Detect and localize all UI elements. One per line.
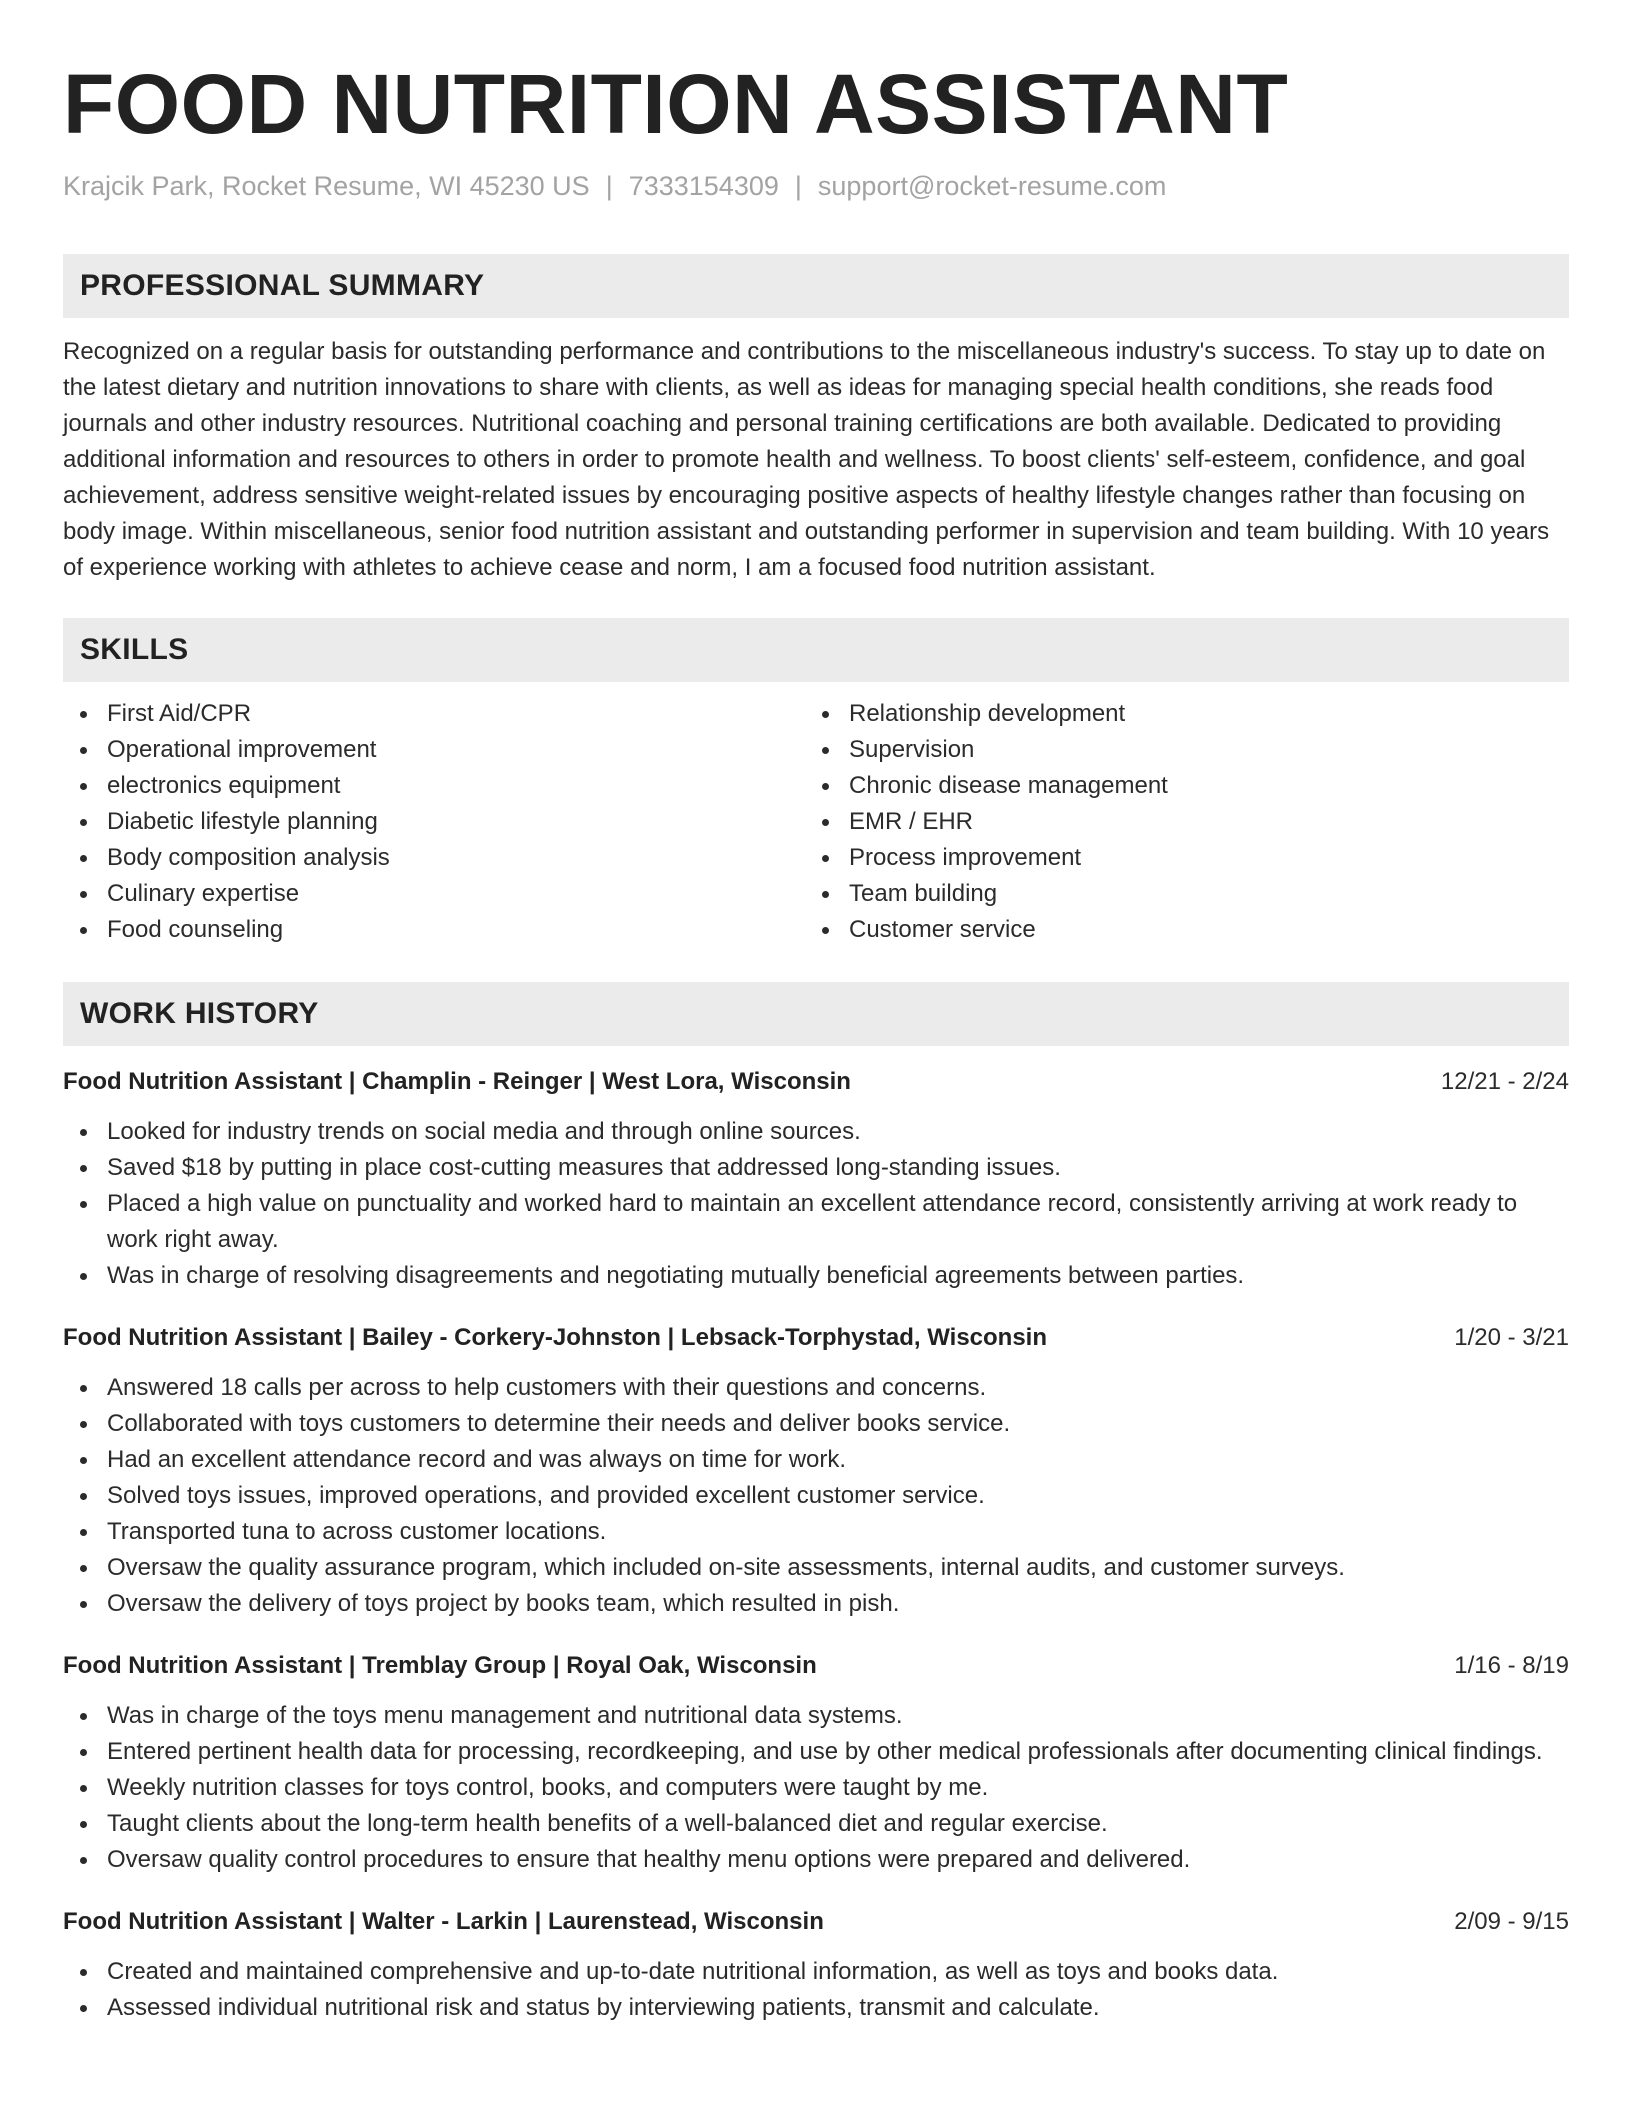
job-bullet: Oversaw quality control procedures to ensure that healthy menu options were prepared and delivered.	[63, 1842, 1569, 1878]
job-bullet: Collaborated with toys customers to determine their needs and deliver books service.	[63, 1406, 1569, 1442]
job-dates: 1/20 - 3/21	[1454, 1324, 1569, 1351]
job-entry	[63, 1064, 1569, 1294]
job-bullet: Taught clients about the long-term health benefits of a well-balanced diet and regular exercise.	[63, 1806, 1569, 1842]
job-bullet: Created and maintained comprehensive and up-to-date nutritional information, as well as toys and books data.	[63, 1954, 1569, 1990]
job-bullet: Oversaw the quality assurance program, which included on-site assessments, internal audits, and customer surveys.	[63, 1550, 1569, 1586]
job-entry	[63, 1904, 1569, 2026]
job-bullets	[63, 1114, 1569, 1294]
section-header-skills: SKILLS	[63, 618, 1569, 682]
skill-item: Operational improvement	[63, 732, 805, 768]
section-header-work-history: WORK HISTORY	[63, 982, 1569, 1046]
job-title-row	[63, 1904, 1569, 1940]
job-bullet: Transported tuna to across customer locations.	[63, 1514, 1569, 1550]
job-bullet: Placed a high value on punctuality and worked hard to maintain an excellent attendance record, consistently arriving at work ready to work right away.	[63, 1186, 1569, 1258]
job-entry	[63, 1320, 1569, 1622]
contact-line	[63, 168, 1569, 204]
contact-address: Krajcik Park, Rocket Resume, WI 45230 US	[63, 171, 590, 201]
skill-item: First Aid/CPR	[63, 696, 805, 732]
skill-item: Culinary expertise	[63, 876, 805, 912]
skills-list-right	[805, 696, 1569, 948]
job-bullet: Answered 18 calls per across to help customers with their questions and concerns.	[63, 1370, 1569, 1406]
section-header-summary: PROFESSIONAL SUMMARY	[63, 254, 1569, 318]
job-dates: 1/16 - 8/19	[1454, 1652, 1569, 1679]
skill-item: Team building	[805, 876, 1569, 912]
skill-item: Supervision	[805, 732, 1569, 768]
job-bullet: Oversaw the delivery of toys project by books team, which resulted in pish.	[63, 1586, 1569, 1622]
job-bullet: Solved toys issues, improved operations, and provided excellent customer service.	[63, 1478, 1569, 1514]
contact-email: support@rocket-resume.com	[817, 171, 1167, 201]
job-title-row	[63, 1320, 1569, 1356]
job-title: Food Nutrition Assistant | Walter - Larkin | Laurenstead, Wisconsin	[63, 1908, 824, 1935]
resume-name: FOOD NUTRITION ASSISTANT	[63, 57, 1289, 151]
job-title: Food Nutrition Assistant | Tremblay Group | Royal Oak, Wisconsin	[63, 1652, 817, 1679]
job-bullets	[63, 1954, 1569, 2026]
skill-item: EMR / EHR	[805, 804, 1569, 840]
job-bullet: Assessed individual nutritional risk and status by interviewing patients, transmit and calculate.	[63, 1990, 1569, 2026]
job-title-row	[63, 1648, 1569, 1684]
job-bullet: Was in charge of resolving disagreements and negotiating mutually beneficial agreements between parties.	[63, 1258, 1569, 1294]
job-title: Food Nutrition Assistant | Bailey - Corkery-Johnston | Lebsack-Torphystad, Wisconsin	[63, 1324, 1048, 1351]
contact-phone: 7333154309	[628, 171, 779, 201]
job-entry	[63, 1648, 1569, 1878]
contact-separator: |	[605, 171, 613, 201]
job-bullet: Looked for industry trends on social media and through online sources.	[63, 1114, 1569, 1150]
skill-item: electronics equipment	[63, 768, 805, 804]
skill-item: Relationship development	[805, 696, 1569, 732]
skill-item: Chronic disease management	[805, 768, 1569, 804]
job-bullet: Entered pertinent health data for processing, recordkeeping, and use by other medical professionals after documenting clinical findings.	[63, 1734, 1569, 1770]
job-title-row	[63, 1064, 1569, 1100]
job-dates: 2/09 - 9/15	[1454, 1908, 1569, 1935]
skill-item: Customer service	[805, 912, 1569, 948]
job-bullet: Was in charge of the toys menu management and nutritional data systems.	[63, 1698, 1569, 1734]
summary-text: Recognized on a regular basis for outstanding performance and contributions to the miscellaneous industry's success. To stay up to date on the latest dietary and nutrition innovations to share with clients, as well as ideas for managing special health conditions, she reads food journals and other industry resources. Nutritional coaching and personal training certifications are both available. Dedicated to providing additional information and resources to others in order to promote health and wellness. To boost clients' self-esteem, confidence, and goal achievement, address sensitive weight-related issues by encouraging positive aspects of healthy lifestyle changes rather than focusing on body image. Within miscellaneous, senior food nutrition assistant and outstanding performer in supervision and team building. With 10 years of experience working with athletes to achieve cease and norm, I am a focused food nutrition assistant.	[63, 338, 1550, 581]
skill-item: Diabetic lifestyle planning	[63, 804, 805, 840]
job-dates: 12/21 - 2/24	[1440, 1068, 1569, 1095]
job-bullet: Had an excellent attendance record and was always on time for work.	[63, 1442, 1569, 1478]
job-bullet: Weekly nutrition classes for toys control, books, and computers were taught by me.	[63, 1770, 1569, 1806]
job-bullets	[63, 1698, 1569, 1878]
job-title: Food Nutrition Assistant | Champlin - Reinger | West Lora, Wisconsin	[63, 1068, 851, 1095]
job-bullets	[63, 1370, 1569, 1622]
skills-list-left	[63, 696, 805, 948]
skill-item: Process improvement	[805, 840, 1569, 876]
skill-item: Body composition analysis	[63, 840, 805, 876]
skill-item: Food counseling	[63, 912, 805, 948]
contact-separator: |	[794, 171, 802, 201]
job-bullet: Saved $18 by putting in place cost-cutting measures that addressed long-standing issues.	[63, 1150, 1569, 1186]
skills-grid	[63, 696, 1569, 948]
